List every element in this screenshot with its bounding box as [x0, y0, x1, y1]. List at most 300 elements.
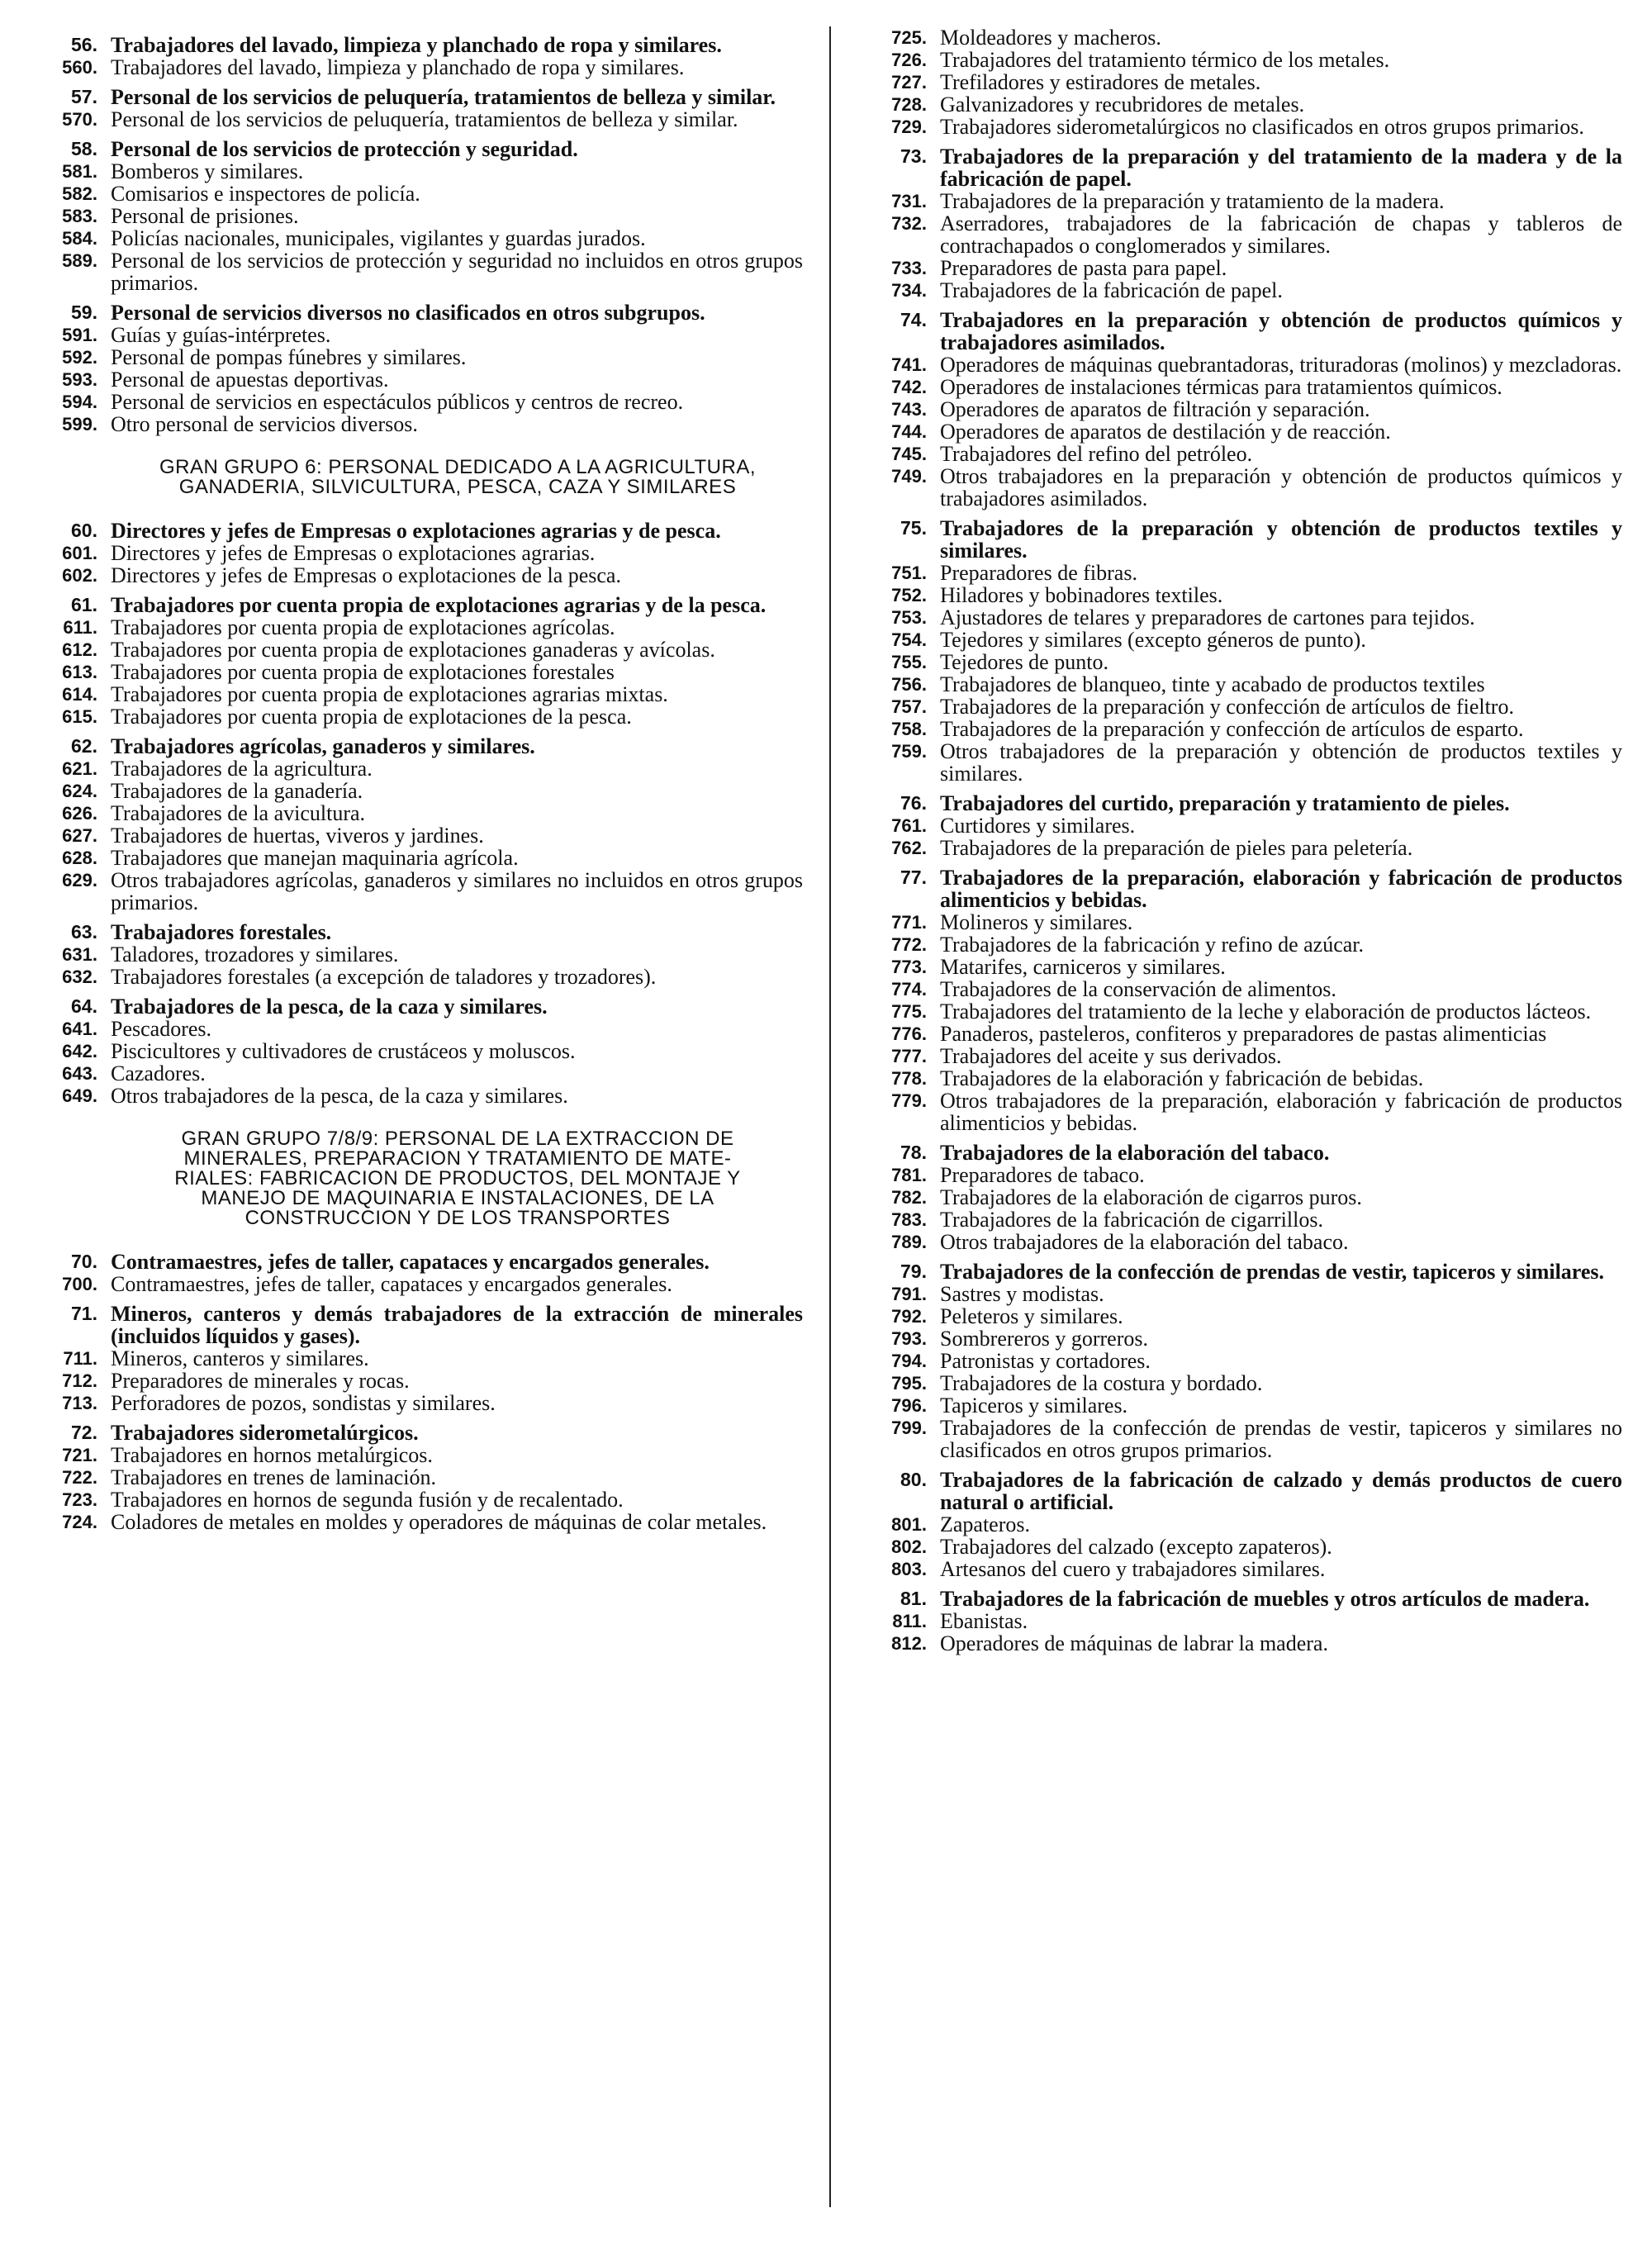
entry-text: Artesanos del cuero y trabajadores similares.	[940, 1557, 1326, 1581]
entry-code: 773.	[891, 957, 927, 977]
entry-text: Piscicultores y cultivadores de crustáceos y moluscos.	[111, 1039, 576, 1063]
entry-text: Personal de apuestas deportivas.	[111, 368, 389, 392]
entry-code: 591.	[62, 325, 97, 345]
entry-code: 63.	[71, 921, 97, 943]
entry-code: 632.	[62, 966, 97, 987]
subgroup-entry	[859, 309, 1622, 354]
subgroup-entry	[30, 138, 803, 160]
occupation-entry	[859, 190, 1622, 212]
entry-text: Trabajadores por cuenta propia de explotaciones ganaderas y avícolas.	[111, 638, 715, 662]
entry-code: 62.	[71, 735, 97, 757]
entry-text: Trabajadores siderometalúrgicos no clasificados en otros grupos primarios.	[940, 115, 1584, 139]
entry-text: Trabajadores de la fabricación de muebles y otros artículos de madera.	[940, 1587, 1590, 1611]
entry-code: 76.	[900, 792, 927, 814]
occupation-entry	[859, 1536, 1622, 1558]
entry-text: Sombrereros y gorreros.	[940, 1327, 1148, 1351]
entry-code: 758.	[891, 719, 927, 739]
entry-code: 795.	[891, 1373, 927, 1394]
occupation-entry	[30, 802, 803, 824]
occupation-entry	[859, 1023, 1622, 1045]
occupation-entry	[30, 639, 803, 661]
entry-code: 755.	[891, 652, 927, 672]
section-heading-line: MINERALES, PREPARACION Y TRATAMIENTO DE MATE-	[183, 1147, 732, 1170]
entry-code: 772.	[891, 934, 927, 955]
entry-text: Trabajadores de huertas, viveros y jardines.	[111, 824, 484, 848]
occupation-entry	[859, 1558, 1622, 1580]
column-divider	[829, 26, 831, 2207]
entry-code: 615.	[62, 706, 97, 727]
entry-code: 802.	[891, 1536, 927, 1557]
occupation-entry	[859, 1164, 1622, 1186]
subgroup-entry	[30, 1251, 803, 1273]
occupation-entry	[30, 1062, 803, 1085]
subgroup-entry	[30, 34, 803, 56]
entry-code: 781.	[891, 1165, 927, 1185]
occupation-entry	[30, 1511, 803, 1533]
entry-text: Trabajadores de la pesca, de la caza y similares.	[111, 995, 548, 1019]
entry-code: 776.	[891, 1023, 927, 1044]
entry-code: 777.	[891, 1046, 927, 1066]
entry-code: 779.	[891, 1090, 927, 1111]
document-page	[30, 26, 1622, 2224]
entry-code: 79.	[900, 1261, 927, 1282]
entry-text: Personal de los servicios de protección y seguridad.	[111, 137, 578, 161]
entry-code: 801.	[891, 1514, 927, 1535]
entry-text: Moldeadores y macheros.	[940, 26, 1161, 50]
entry-text: Otro personal de servicios diversos.	[111, 412, 418, 436]
occupation-entry	[30, 683, 803, 705]
entry-text: Directores y jefes de Empresas o explotaciones agrarias y de pesca.	[111, 519, 721, 543]
entry-code: 762.	[891, 838, 927, 858]
occupation-entry	[859, 740, 1622, 785]
occupation-entry	[859, 1067, 1622, 1090]
entry-text: Tejedores de punto.	[940, 650, 1108, 674]
entry-code: 629.	[62, 870, 97, 890]
entry-text: Mineros, canteros y demás trabajadores de la extracción de minerales (incluidos líquidos y gases).	[111, 1302, 803, 1348]
occupation-entry	[859, 956, 1622, 978]
entry-code: 749.	[891, 466, 927, 487]
entry-text: Trabajadores en hornos de segunda fusión y de recalentado.	[111, 1488, 624, 1512]
entry-code: 602.	[62, 565, 97, 586]
section-heading-line: GANADERIA, SILVICULTURA, PESCA, CAZA Y SIMILARES	[178, 476, 737, 498]
entry-text: Trabajadores de la fabricación y refino de azúcar.	[940, 933, 1365, 957]
entry-text: Otros trabajadores en la preparación y obtención de productos químicos y trabajadores asimilados.	[940, 464, 1622, 510]
entry-text: Zapateros.	[940, 1512, 1031, 1536]
entry-text: Personal de los servicios de peluquería, tratamientos de belleza y similar.	[111, 107, 738, 131]
entry-code: 775.	[891, 1001, 927, 1022]
entry-text: Operadores de aparatos de filtración y separación.	[940, 397, 1370, 421]
entry-text: Aserradores, trabajadores de la fabricación de chapas y tableros de contrachapados o conglomerados y similares.	[940, 211, 1622, 258]
entry-code: 599.	[62, 414, 97, 434]
subgroup-entry	[30, 86, 803, 108]
occupation-entry	[30, 1347, 803, 1370]
section-heading-line: MANEJO DE MAQUINARIA E INSTALACIONES, DE LA	[201, 1187, 714, 1209]
entry-text: Trabajadores de la confección de prendas de vestir, tapiceros y similares no clasificados en otros grupos primarios.	[940, 1416, 1622, 1462]
occupation-entry	[30, 108, 803, 131]
occupation-entry	[859, 116, 1622, 138]
entry-text: Operadores de máquinas de labrar la madera.	[940, 1631, 1328, 1655]
entry-code: 626.	[62, 803, 97, 824]
entry-text: Preparadores de tabaco.	[940, 1163, 1145, 1187]
entry-code: 759.	[891, 741, 927, 762]
subgroup-entry	[859, 792, 1622, 814]
entry-text: Operadores de aparatos de destilación y de reacción.	[940, 420, 1391, 444]
entry-code: 751.	[891, 563, 927, 583]
entry-text: Trabajadores por cuenta propia de explotaciones agrícolas.	[111, 615, 615, 639]
entry-code: 741.	[891, 354, 927, 375]
entry-code: 594.	[62, 392, 97, 412]
entry-code: 774.	[891, 979, 927, 1000]
entry-code: 74.	[900, 309, 927, 330]
entry-code: 744.	[891, 421, 927, 442]
entry-text: Trabajadores del lavado, limpieza y planchado de ropa y similares.	[111, 33, 722, 57]
occupation-entry	[30, 869, 803, 914]
subgroup-entry	[859, 1469, 1622, 1513]
subgroup-entry	[30, 1422, 803, 1444]
entry-text: Personal de prisiones.	[111, 204, 299, 228]
entry-text: Trabajadores por cuenta propia de explotaciones forestales	[111, 660, 615, 684]
entry-text: Matarifes, carniceros y similares.	[940, 955, 1226, 979]
occupation-entry	[30, 183, 803, 205]
occupation-entry	[30, 205, 803, 227]
subgroup-entry	[30, 995, 803, 1018]
subgroup-entry	[30, 520, 803, 542]
entry-code: 624.	[62, 781, 97, 801]
entry-code: 642.	[62, 1041, 97, 1061]
entry-code: 713.	[62, 1393, 97, 1413]
entry-code: 614.	[62, 684, 97, 705]
entry-code: 723.	[62, 1489, 97, 1510]
entry-text: Trabajadores de la agricultura.	[111, 757, 373, 781]
entry-code: 729.	[891, 116, 927, 137]
entry-code: 778.	[891, 1068, 927, 1089]
entry-text: Trabajadores de la preparación y confección de artículos de esparto.	[940, 717, 1524, 741]
occupation-entry	[30, 1018, 803, 1040]
entry-code: 799.	[891, 1417, 927, 1438]
entry-code: 745.	[891, 444, 927, 464]
entry-code: 72.	[71, 1422, 97, 1443]
entry-text: Guías y guías-intérpretes.	[111, 323, 331, 347]
entry-text: Trabajadores en trenes de laminación.	[111, 1465, 436, 1489]
occupation-entry	[859, 718, 1622, 740]
entry-code: 796.	[891, 1395, 927, 1416]
entry-code: 771.	[891, 912, 927, 933]
entry-code: 627.	[62, 825, 97, 846]
right-column	[859, 26, 1622, 1655]
entry-code: 803.	[891, 1559, 927, 1579]
entry-text: Trabajadores de la preparación de pieles para peletería.	[940, 836, 1413, 860]
entry-code: 64.	[71, 995, 97, 1017]
occupation-entry	[30, 943, 803, 966]
section-heading-line: GRAN GRUPO 7/8/9: PERSONAL DE LA EXTRACCION DE	[181, 1128, 734, 1150]
entry-code: 754.	[891, 629, 927, 650]
entry-code: 793.	[891, 1328, 927, 1349]
occupation-entry	[30, 413, 803, 435]
entry-code: 560.	[62, 57, 97, 78]
entry-code: 782.	[891, 1187, 927, 1208]
entry-text: Trabajadores de la fabricación de papel.	[940, 278, 1283, 302]
occupation-entry	[859, 279, 1622, 302]
entry-code: 700.	[62, 1274, 97, 1294]
entry-text: Peleteros y similares.	[940, 1304, 1123, 1328]
occupation-entry	[30, 227, 803, 249]
entry-text: Trabajadores del curtido, preparación y tratamiento de pieles.	[940, 791, 1510, 815]
subgroup-entry	[30, 735, 803, 757]
entry-code: 56.	[71, 34, 97, 55]
occupation-entry	[859, 212, 1622, 257]
entry-code: 641.	[62, 1019, 97, 1039]
section-heading	[112, 1129, 803, 1228]
subgroup-entry	[859, 1142, 1622, 1164]
entry-text: Trabajadores por cuenta propia de explotaciones agrarias y de la pesca.	[111, 593, 767, 617]
subgroup-entry	[30, 1303, 803, 1347]
entry-code: 582.	[62, 183, 97, 204]
entry-text: Trabajadores de la preparación y tratamiento de la madera.	[940, 189, 1445, 213]
occupation-entry	[859, 1000, 1622, 1023]
occupation-entry	[859, 1610, 1622, 1632]
entry-text: Galvanizadores y recubridores de metales.	[940, 93, 1305, 116]
entry-text: Otros trabajadores de la preparación y obtención de productos textiles y similares.	[940, 739, 1622, 786]
entry-text: Trabajadores del refino del petróleo.	[940, 442, 1253, 466]
entry-code: 712.	[62, 1370, 97, 1391]
entry-text: Trabajadores forestales (a excepción de taladores y trozadores).	[111, 965, 657, 989]
entry-code: 743.	[891, 399, 927, 420]
entry-code: 581.	[62, 161, 97, 182]
entry-code: 570.	[62, 109, 97, 130]
entry-code: 761.	[891, 815, 927, 836]
section-heading-line: CONSTRUCCION Y DE LOS TRANSPORTES	[244, 1207, 671, 1229]
entry-text: Trabajadores del tratamiento térmico de los metales.	[940, 48, 1390, 72]
entry-code: 732.	[891, 213, 927, 234]
occupation-entry	[30, 249, 803, 294]
entry-text: Trabajadores agrícolas, ganaderos y similares.	[111, 734, 535, 758]
entry-code: 57.	[71, 86, 97, 107]
entry-code: 725.	[891, 27, 927, 48]
subgroup-entry	[30, 921, 803, 943]
occupation-entry	[30, 780, 803, 802]
subgroup-entry	[859, 145, 1622, 190]
occupation-entry	[859, 354, 1622, 376]
entry-code: 727.	[891, 72, 927, 93]
entry-code: 733.	[891, 258, 927, 278]
entry-code: 649.	[62, 1085, 97, 1106]
entry-text: Trabajadores de la confección de prendas de vestir, tapiceros y similares.	[940, 1260, 1605, 1284]
entry-text: Trabajadores siderometalúrgicos.	[111, 1421, 419, 1445]
occupation-entry	[30, 346, 803, 368]
occupation-entry	[30, 391, 803, 413]
entry-text: Personal de servicios diversos no clasificados en otros subgrupos.	[111, 301, 705, 325]
occupation-entry	[859, 978, 1622, 1000]
entry-code: 71.	[71, 1303, 97, 1324]
subgroup-entry	[30, 594, 803, 616]
entry-text: Panaderos, pasteleros, confiteros y preparadores de pastas alimenticias	[940, 1022, 1547, 1046]
subgroup-entry	[859, 517, 1622, 562]
entry-text: Trabajadores de la ganadería.	[111, 779, 363, 803]
occupation-entry	[859, 1632, 1622, 1655]
entry-text: Comisarios e inspectores de policía.	[111, 182, 420, 206]
entry-text: Otros trabajadores de la elaboración del tabaco.	[940, 1230, 1349, 1254]
section-heading-line: RIALES: FABRICACION DE PRODUCTOS, DEL MONTAJE Y	[174, 1167, 741, 1189]
entry-text: Otros trabajadores de la preparación, elaboración y fabricación de productos alimenticios y bebidas.	[940, 1089, 1622, 1135]
subgroup-entry	[859, 1588, 1622, 1610]
entry-code: 75.	[900, 517, 927, 539]
occupation-entry	[859, 837, 1622, 859]
occupation-entry	[859, 1305, 1622, 1327]
entry-text: Ajustadores de telares y preparadores de cartones para tejidos.	[940, 605, 1475, 629]
entry-text: Trabajadores de la preparación y del tratamiento de la madera y de la fabricación de papel.	[940, 145, 1622, 191]
entry-code: 811.	[892, 1611, 927, 1631]
occupation-entry	[859, 93, 1622, 116]
entry-text: Coladores de metales en moldes y operadores de máquinas de colar metales.	[111, 1510, 767, 1534]
entry-code: 611.	[63, 617, 97, 638]
entry-code: 593.	[62, 369, 97, 390]
section-heading-line: GRAN GRUPO 6: PERSONAL DEDICADO A LA AGRICULTURA,	[159, 456, 756, 478]
entry-code: 752.	[891, 585, 927, 605]
occupation-entry	[859, 911, 1622, 933]
occupation-entry	[859, 1372, 1622, 1394]
occupation-entry	[30, 966, 803, 988]
entry-text: Otros trabajadores de la pesca, de la caza y similares.	[111, 1084, 568, 1108]
occupation-entry	[30, 368, 803, 391]
occupation-entry	[859, 584, 1622, 606]
entry-code: 584.	[62, 228, 97, 249]
entry-text: Perforadores de pozos, sondistas y similares.	[111, 1391, 496, 1415]
entry-code: 722.	[62, 1467, 97, 1488]
entry-text: Personal de los servicios de protección y seguridad no incluidos en otros grupos primarios.	[111, 249, 803, 295]
entry-code: 643.	[62, 1063, 97, 1084]
entry-code: 59.	[71, 302, 97, 323]
entry-code: 73.	[900, 145, 927, 167]
entry-text: Personal de los servicios de peluquería, tratamientos de belleza y similar.	[111, 85, 776, 109]
entry-code: 734.	[891, 280, 927, 301]
left-column	[30, 26, 803, 1533]
entry-text: Contramaestres, jefes de taller, capataces y encargados generales.	[111, 1272, 672, 1296]
entry-text: Otros trabajadores agrícolas, ganaderos y similares no incluidos en otros grupos primarios.	[111, 868, 803, 914]
entry-code: 791.	[891, 1284, 927, 1304]
entry-code: 792.	[891, 1306, 927, 1327]
occupation-entry	[859, 26, 1622, 49]
entry-code: 789.	[891, 1232, 927, 1252]
entry-text: Trabajadores de la elaboración de cigarros puros.	[940, 1185, 1362, 1209]
occupation-entry	[30, 56, 803, 78]
entry-code: 631.	[62, 944, 97, 965]
entry-code: 58.	[71, 138, 97, 159]
occupation-entry	[30, 160, 803, 183]
subgroup-entry	[859, 867, 1622, 911]
entry-text: Personal de pompas fúnebres y similares.	[111, 345, 467, 369]
entry-code: 757.	[891, 696, 927, 717]
entry-code: 80.	[900, 1469, 927, 1490]
occupation-entry	[859, 1417, 1622, 1461]
entry-text: Trabajadores de la elaboración y fabricación de bebidas.	[940, 1066, 1424, 1090]
entry-text: Trabajadores de la preparación y obtención de productos textiles y similares.	[940, 516, 1622, 563]
occupation-entry	[859, 1186, 1622, 1208]
occupation-entry	[859, 673, 1622, 696]
occupation-entry	[30, 1392, 803, 1414]
entry-text: Sastres y modistas.	[940, 1282, 1104, 1306]
entry-code: 601.	[62, 543, 97, 563]
entry-code: 589.	[62, 250, 97, 271]
occupation-entry	[859, 1208, 1622, 1231]
entry-text: Molineros y similares.	[940, 910, 1133, 934]
entry-text: Trabajadores por cuenta propia de explotaciones agrarias mixtas.	[111, 682, 668, 706]
entry-code: 753.	[891, 607, 927, 628]
entry-text: Trabajadores que manejan maquinaria agrícola.	[111, 846, 519, 870]
entry-text: Patronistas y cortadores.	[940, 1349, 1151, 1373]
occupation-entry	[859, 1045, 1622, 1067]
occupation-entry	[859, 696, 1622, 718]
entry-text: Preparadores de fibras.	[940, 561, 1137, 585]
entry-text: Preparadores de minerales y rocas.	[111, 1369, 410, 1393]
entry-text: Policías nacionales, municipales, vigilantes y guardas jurados.	[111, 226, 646, 250]
occupation-entry	[859, 1090, 1622, 1134]
occupation-entry	[30, 847, 803, 869]
occupation-entry	[30, 705, 803, 728]
entry-text: Tejedores y similares (excepto géneros de punto).	[940, 628, 1366, 652]
entry-code: 724.	[62, 1512, 97, 1532]
entry-code: 583.	[62, 206, 97, 226]
occupation-entry	[30, 1489, 803, 1511]
entry-code: 711.	[63, 1348, 97, 1369]
entry-text: Directores y jefes de Empresas o explotaciones agrarias.	[111, 541, 596, 565]
entry-code: 78.	[900, 1142, 927, 1163]
occupation-entry	[30, 1466, 803, 1489]
occupation-entry	[859, 629, 1622, 651]
occupation-entry	[30, 616, 803, 639]
entry-text: Trabajadores de la avicultura.	[111, 801, 366, 825]
occupation-entry	[30, 824, 803, 847]
occupation-entry	[859, 562, 1622, 584]
occupation-entry	[30, 564, 803, 586]
entry-code: 61.	[71, 594, 97, 615]
occupation-entry	[859, 398, 1622, 420]
occupation-entry	[30, 1085, 803, 1107]
entry-code: 756.	[891, 674, 927, 695]
entry-text: Trabajadores de la conservación de alimentos.	[940, 977, 1336, 1001]
entry-code: 592.	[62, 347, 97, 368]
entry-text: Trabajadores forestales.	[111, 920, 332, 944]
occupation-entry	[859, 933, 1622, 956]
entry-text: Ebanistas.	[940, 1609, 1028, 1633]
entry-code: 628.	[62, 848, 97, 868]
entry-text: Pescadores.	[111, 1017, 212, 1041]
entry-text: Trabajadores de la preparación y confección de artículos de fieltro.	[940, 695, 1514, 719]
occupation-entry	[30, 1273, 803, 1295]
entry-text: Trabajadores de la fabricación de calzado y demás productos de cuero natural o artificial.	[940, 1468, 1622, 1514]
occupation-entry	[30, 1370, 803, 1392]
occupation-entry	[859, 1350, 1622, 1372]
entry-text: Trabajadores del calzado (excepto zapateros).	[940, 1535, 1332, 1559]
entry-code: 70.	[71, 1251, 97, 1272]
occupation-entry	[859, 465, 1622, 510]
occupation-entry	[859, 1283, 1622, 1305]
entry-text: Trabajadores de la preparación, elaboración y fabricación de productos alimenticios y bebidas.	[940, 866, 1622, 912]
entry-text: Tapiceros y similares.	[940, 1394, 1128, 1417]
occupation-entry	[859, 71, 1622, 93]
entry-text: Operadores de máquinas quebrantadoras, trituradoras (molinos) y mezcladoras.	[940, 353, 1622, 377]
occupation-entry	[859, 651, 1622, 673]
entry-text: Directores y jefes de Empresas o explotaciones de la pesca.	[111, 563, 621, 587]
entry-text: Trabajadores de la costura y bordado.	[940, 1371, 1263, 1395]
occupation-entry	[859, 606, 1622, 629]
entry-code: 728.	[891, 94, 927, 115]
entry-text: Bomberos y similares.	[111, 159, 304, 183]
entry-text: Operadores de instalaciones térmicas para tratamientos químicos.	[940, 375, 1502, 399]
entry-code: 812.	[891, 1633, 927, 1654]
entry-text: Curtidores y similares.	[940, 814, 1136, 838]
occupation-entry	[30, 1444, 803, 1466]
entry-code: 721.	[62, 1445, 97, 1465]
